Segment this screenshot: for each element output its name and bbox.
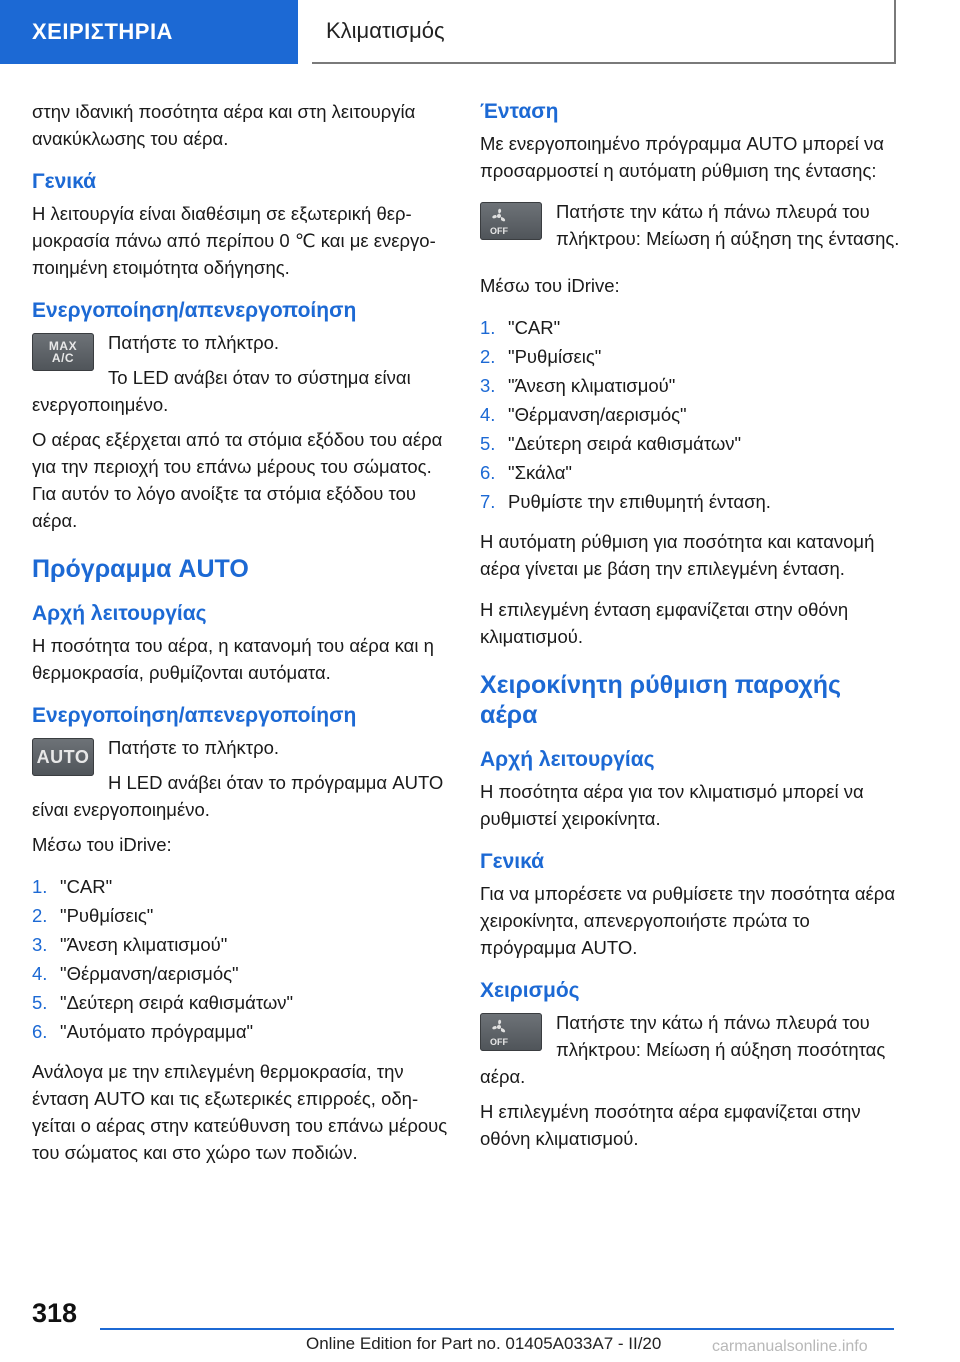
- list-item: [480, 487, 900, 516]
- auto-press-text: Πατήστε το πλήκτρο.: [108, 737, 280, 758]
- maxac-instruction: [32, 329, 452, 418]
- step-text: Ρυθμίστε την επιθυμητή ένταση.: [508, 491, 771, 512]
- auto-button-label: AUTO: [36, 747, 90, 767]
- maxac-led-text: Το LED ανάβει όταν το σύστημα είναι ενεργοποιημένο.: [32, 367, 411, 415]
- max-ac-label-top: MAX: [48, 339, 78, 353]
- left-steps-list: [32, 872, 452, 1046]
- list-item: [32, 959, 452, 988]
- intensity-heading: Ένταση: [480, 100, 559, 123]
- page-number: 318: [32, 1298, 78, 1328]
- general-text-right: Για να μπορέσετε να ρυθμίσετε την ποσότητα αέρα χειροκίνητα, απενεργοποιήστε πρώτα το πρόγραμμα AUTO.: [480, 883, 896, 958]
- fan-press-text-2: Πατήστε την κάτω ή πάνω πλευρά του πλήκτρου: Μείωση ή αύξηση ποσότητας αέρα.: [480, 1012, 886, 1087]
- intro-text: στην ιδανική ποσότητα αέρα και στη λειτουργία ανακύκλωσης του αέρα.: [32, 101, 416, 149]
- step-number: 2.: [480, 346, 496, 367]
- list-item: [480, 429, 900, 458]
- fan-instruction-2: [480, 1009, 900, 1090]
- list-item: [32, 988, 452, 1017]
- fan-icon: [488, 1018, 510, 1036]
- step-number: 5.: [480, 433, 496, 454]
- closing-text: Ανάλογα με την επιλεγμένη θερμοκρασία, την ένταση AUTO και τις εξωτερικές επιρροές, οδηγείται ο αέρας στην κατεύθυνση του επάνω μέρους του σώματος και στο χώρο των ποδιών.: [32, 1061, 448, 1163]
- list-item: [480, 313, 900, 342]
- step-text: "CAR": [60, 876, 113, 897]
- step-number: 1.: [32, 876, 48, 897]
- list-item: [32, 901, 452, 930]
- fan-instruction: [480, 198, 900, 268]
- right-steps-list: [480, 313, 900, 516]
- air-outlet-text: Ο αέρας εξέρχεται από τα στόμια εξόδου του αέρα για την περιοχή του επάνω μέρους του σώματος. Για αυτόν το λόγο ανοίξτε τα στόμια εξόδου του αέρα.: [32, 429, 443, 531]
- step-text: "CAR": [508, 317, 561, 338]
- fan-off-label-2: OFF: [490, 1036, 508, 1047]
- auto-program-heading: Πρόγραμμα AUTO: [32, 555, 249, 583]
- footer-divider: [100, 1328, 894, 1330]
- step-number: 2.: [32, 905, 48, 926]
- step-text: "Θέρμανση/αερισμός": [508, 404, 687, 425]
- display-text-2: Η επιλεγμένη ποσότητα αέρα εμφανίζεται στην οθόνη κλιματισμού.: [480, 1101, 861, 1149]
- step-text: "Αυτόματο πρόγραμμα": [60, 1021, 254, 1042]
- operation-heading: Χειρισμός: [480, 979, 580, 1002]
- step-text: "Ρυθμίσεις": [508, 346, 602, 367]
- principle-heading-right: Αρχή λειτουργίας: [480, 748, 655, 771]
- activation-heading: Ενεργοποίηση/απενεργοποίηση: [32, 299, 357, 322]
- step-text: "Ρυθμίσεις": [60, 905, 154, 926]
- manual-heading: Χειροκίνητη ρύθμιση παροχής αέρα: [480, 671, 842, 729]
- display-text: Η επιλεγμένη ένταση εμφανίζεται στην οθόνη κλιματισμού.: [480, 599, 849, 647]
- step-number: 5.: [32, 992, 48, 1013]
- step-text: "Άνεση κλιματισμού": [508, 375, 676, 396]
- step-number: 6.: [32, 1021, 48, 1042]
- step-number: 4.: [32, 963, 48, 984]
- idrive-intro-right: Μέσω του iDrive:: [480, 275, 620, 296]
- step-number: 6.: [480, 462, 496, 483]
- left-column: [32, 98, 452, 1180]
- step-number: 3.: [32, 934, 48, 955]
- step-number: 1.: [480, 317, 496, 338]
- fan-symbol: [488, 207, 510, 236]
- list-item: [32, 930, 452, 959]
- step-text: "Δεύτερη σειρά καθισμάτων": [60, 992, 294, 1013]
- step-number: 4.: [480, 404, 496, 425]
- fan-off-label: OFF: [490, 225, 508, 236]
- fan-button-icon-2: [480, 1013, 542, 1051]
- auto-button-icon: [32, 738, 94, 776]
- principle-heading: Αρχή λειτουργίας: [32, 602, 207, 625]
- fan-symbol-2: [488, 1018, 510, 1047]
- fan-press-text: Πατήστε την κάτω ή πάνω πλευρά του πλήκτρου: Μείωση ή αύξηση της έντασης.: [556, 201, 900, 249]
- general-text: Η λειτουργία είναι διαθέσιμη σε εξωτερική θερμοκρασία πάνω από περίπου 0 ℃ και με ενεργοποιημένη ετοιμότητα οδήγησης.: [32, 203, 436, 278]
- maxac-press-text: Πατήστε το πλήκτρο.: [108, 332, 280, 353]
- intensity-text: Με ενεργοποιημένο πρόγραμμα AUTO μπορεί να προσαρμοστεί η αυτόματη ρύθμιση της έντασης:: [480, 133, 884, 181]
- section-title: Κλιματισμός: [312, 0, 896, 64]
- general-heading-right: Γενικά: [480, 850, 545, 873]
- chapter-tab: ΧΕΙΡΙΣΤΗΡΙΑ: [0, 0, 298, 64]
- auto-led-text: Η LED ανάβει όταν το πρόγραμμα AUTO είναι ενεργοποιημένο.: [32, 772, 444, 820]
- auto-regulation-text: Η αυτόματη ρύθμιση για ποσότητα και κατανομή αέρα γίνεται με βάση την επιλεγμένη ένταση.: [480, 531, 875, 579]
- max-ac-button-icon: [32, 333, 94, 371]
- list-item: [480, 342, 900, 371]
- auto-instruction: [32, 734, 452, 823]
- right-column: [480, 98, 900, 1166]
- principle-text: Η ποσότητα του αέρα, η κατανομή του αέρα και η θερμοκρασία, ρυθμίζονται αυτόματα.: [32, 635, 434, 683]
- step-number: 7.: [480, 491, 496, 512]
- principle-text-right: Η ποσότητα αέρα για τον κλιματισμό μπορεί να ρυθμιστεί χειροκίνητα.: [480, 781, 864, 829]
- activation2-heading: Ενεργοποίηση/απενεργοποίηση: [32, 704, 357, 727]
- list-item: [32, 1017, 452, 1046]
- list-item: [32, 872, 452, 901]
- fan-button-icon: [480, 202, 542, 240]
- step-text: "Θέρμανση/αερισμός": [60, 963, 239, 984]
- idrive-intro: Μέσω του iDrive:: [32, 834, 172, 855]
- fan-icon: [488, 207, 510, 225]
- step-text: "Δεύτερη σειρά καθισμάτων": [508, 433, 742, 454]
- max-ac-label-bottom: A/C: [51, 351, 75, 365]
- list-item: [480, 371, 900, 400]
- step-text: "Άνεση κλιματισμού": [60, 934, 228, 955]
- step-number: 3.: [480, 375, 496, 396]
- edition-text: Online Edition for Part no. 01405A033A7 - II/20: [306, 1334, 662, 1353]
- list-item: [480, 400, 900, 429]
- list-item: [480, 458, 900, 487]
- general-heading: Γενικά: [32, 170, 97, 193]
- watermark-text: carmanualsonline.info: [712, 1338, 868, 1355]
- step-text: "Σκάλα": [508, 462, 572, 483]
